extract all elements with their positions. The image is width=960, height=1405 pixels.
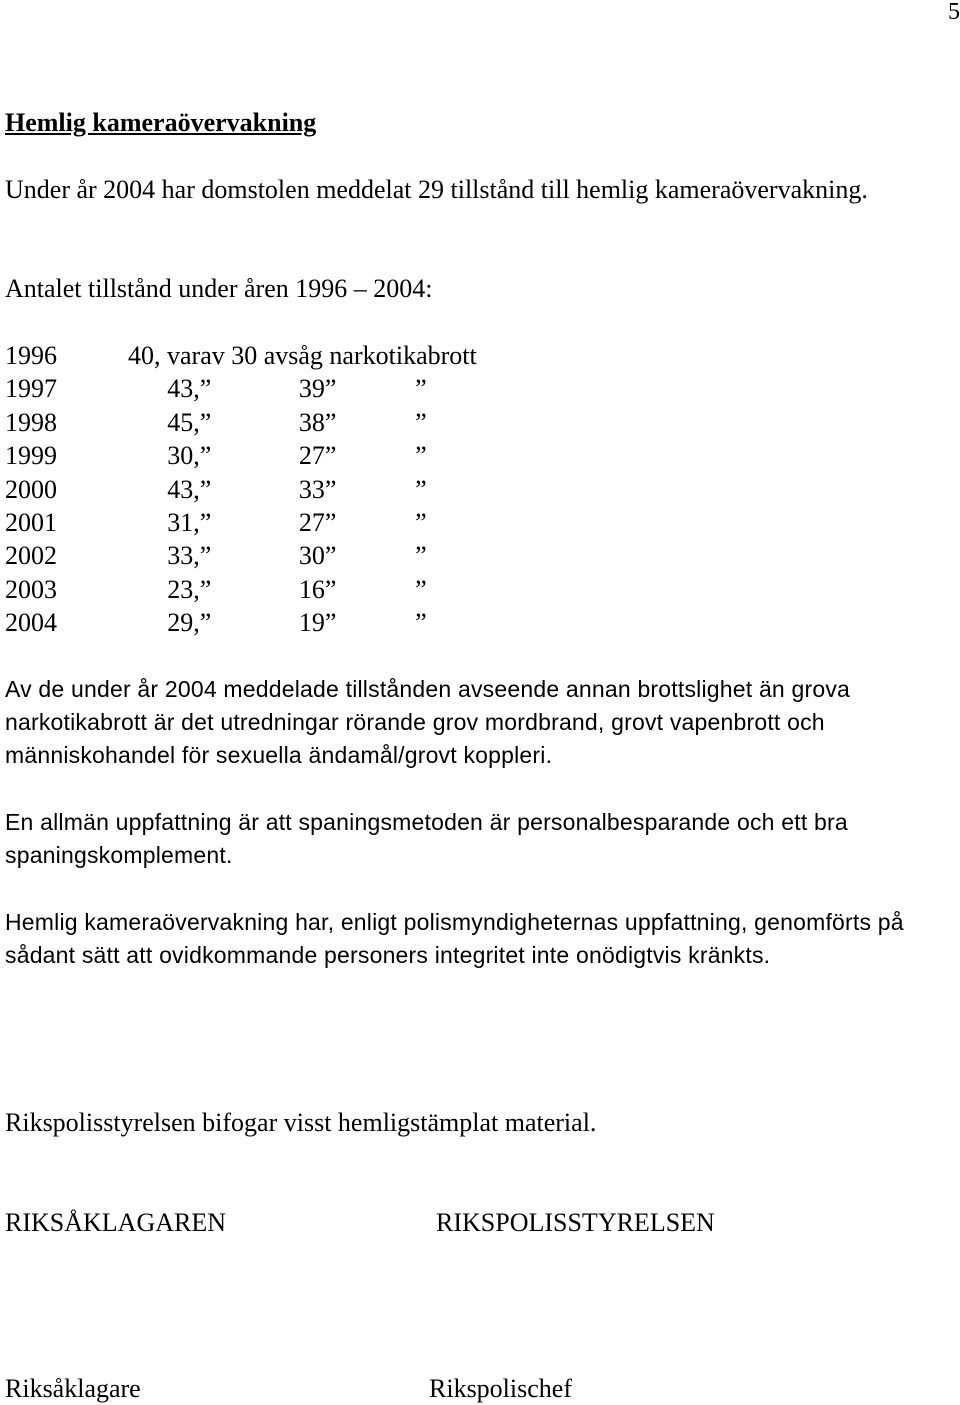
table-row bbox=[5, 573, 477, 606]
narcotics-count-cell: 27 bbox=[298, 441, 325, 471]
table-row bbox=[5, 539, 477, 572]
paragraph-other-crimes: Av de under år 2004 meddelade tillstånden avseende annan brottslighet än grova narkotikabrott är det utredningar rörande grov mordbrand, grovt vapenbrott och människohandel för sexuella ändamål/grovt koppleri. bbox=[5, 676, 851, 768]
ditto-mark: ” bbox=[199, 507, 212, 537]
ditto-mark: ” bbox=[415, 474, 427, 504]
year-cell: 1999 bbox=[5, 441, 57, 471]
total-cell: 43, bbox=[167, 374, 200, 404]
ditto-mark: ” bbox=[324, 608, 337, 638]
narcotics-count-cell: 27 bbox=[298, 507, 325, 537]
signature-org-right: RIKSPOLISSTYRELSEN bbox=[436, 1208, 715, 1237]
table-row bbox=[5, 406, 477, 439]
ditto-mark: ” bbox=[324, 474, 337, 504]
total-cell: 29, bbox=[167, 608, 200, 638]
ditto-mark: ” bbox=[324, 574, 337, 604]
permits-table bbox=[5, 339, 477, 640]
ditto-mark: ” bbox=[415, 541, 427, 571]
total-cell: 45, bbox=[167, 407, 200, 437]
ditto-mark: ” bbox=[415, 407, 427, 437]
ditto-mark: ” bbox=[199, 608, 212, 638]
table-row bbox=[5, 473, 477, 506]
ditto-mark: ” bbox=[415, 507, 427, 537]
section-heading: Hemlig kameraövervakning bbox=[5, 108, 317, 137]
total-cell: 33, bbox=[167, 541, 200, 571]
first-row-text: 40, varav 30 avsåg narkotikabrott bbox=[128, 341, 477, 370]
year-cell: 1998 bbox=[5, 407, 57, 437]
ditto-mark: ” bbox=[415, 441, 427, 471]
year-cell: 2000 bbox=[5, 474, 57, 504]
ditto-mark: ” bbox=[324, 507, 337, 537]
table-row bbox=[5, 372, 477, 405]
total-cell: 23, bbox=[167, 574, 200, 604]
paragraph-integrity: Hemlig kameraövervakning har, enligt polismyndigheternas uppfattning, genomförts på sådant sätt att ovidkommande personers integritet inte onödigtvis kränkts. bbox=[5, 909, 904, 968]
narcotics-count-cell: 30 bbox=[298, 541, 325, 571]
ditto-mark: ” bbox=[199, 574, 212, 604]
year-cell: 2003 bbox=[5, 574, 57, 604]
narcotics-count-cell: 38 bbox=[298, 407, 325, 437]
ditto-mark: ” bbox=[415, 574, 427, 604]
total-cell: 30, bbox=[167, 441, 200, 471]
narcotics-count-cell: 39 bbox=[298, 374, 325, 404]
page-number: 5 bbox=[948, 0, 960, 25]
ditto-mark: ” bbox=[324, 374, 337, 404]
paragraph-general-view: En allmän uppfattning är att spaningsmetoden är personalbesparande och ett bra spaningskomplement. bbox=[5, 809, 848, 868]
total-cell: 43, bbox=[167, 474, 200, 504]
signature-title-left: Riksåklagare bbox=[5, 1374, 141, 1403]
year-cell: 2001 bbox=[5, 507, 57, 537]
narcotics-count-cell: 19 bbox=[298, 608, 325, 638]
signature-org-left: RIKSÅKLAGAREN bbox=[5, 1208, 226, 1237]
table-row bbox=[5, 439, 477, 472]
intro-paragraph: Under år 2004 har domstolen meddelat 29 tillstånd till hemlig kameraövervakning. bbox=[5, 175, 868, 204]
ditto-mark: ” bbox=[324, 541, 337, 571]
year-cell: 1996 bbox=[5, 341, 57, 370]
ditto-mark: ” bbox=[199, 374, 212, 404]
ditto-mark: ” bbox=[324, 407, 337, 437]
year-cell: 1997 bbox=[5, 374, 57, 404]
ditto-mark: ” bbox=[415, 608, 427, 638]
narcotics-count-cell: 33 bbox=[298, 474, 325, 504]
ditto-mark: ” bbox=[199, 474, 212, 504]
ditto-mark: ” bbox=[324, 441, 337, 471]
table-row bbox=[5, 606, 477, 639]
signature-title-right: Rikspolischef bbox=[429, 1374, 572, 1403]
total-cell: 31, bbox=[167, 507, 200, 537]
table-row bbox=[5, 339, 477, 372]
ditto-mark: ” bbox=[199, 407, 212, 437]
narcotics-count-cell: 16 bbox=[298, 574, 325, 604]
ditto-mark: ” bbox=[199, 441, 212, 471]
ditto-mark: ” bbox=[199, 541, 212, 571]
ditto-mark: ” bbox=[415, 374, 427, 404]
table-row bbox=[5, 506, 477, 539]
range-label: Antalet tillstånd under åren 1996 – 2004: bbox=[5, 274, 433, 303]
year-cell: 2002 bbox=[5, 541, 57, 571]
attachment-note: Rikspolisstyrelsen bifogar visst hemligstämplat material. bbox=[5, 1108, 597, 1137]
year-cell: 2004 bbox=[5, 608, 57, 638]
